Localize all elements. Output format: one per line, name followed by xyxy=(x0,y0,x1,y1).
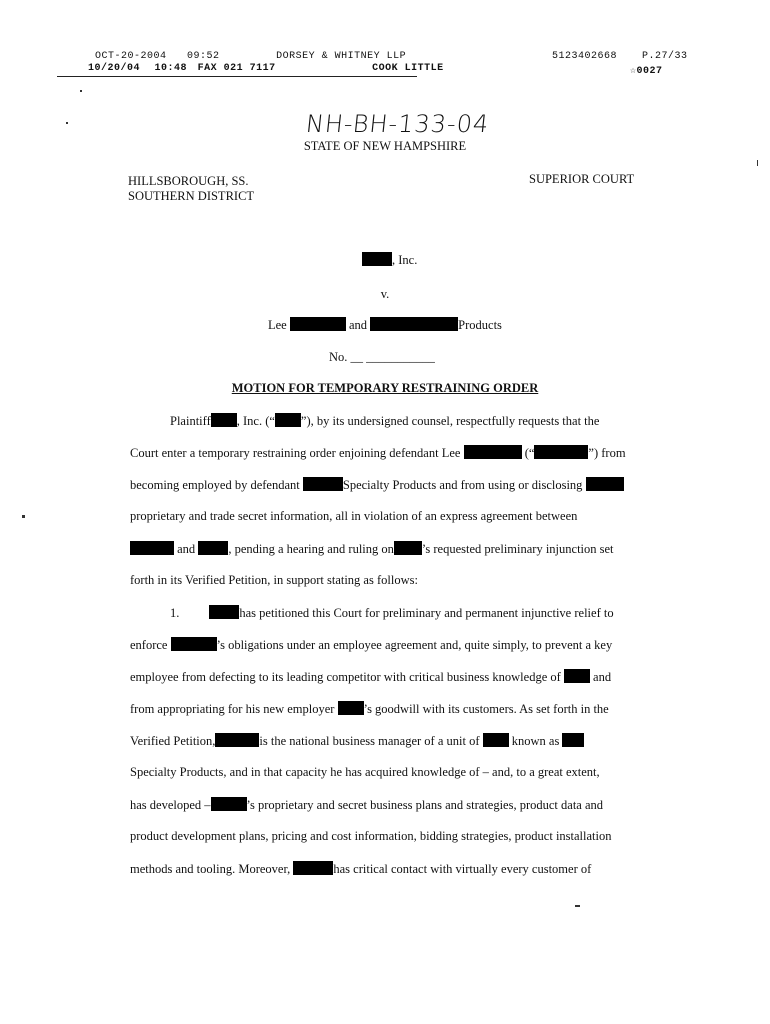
redaction xyxy=(370,317,458,331)
body-line: Plaintiff , Inc. (“ ”), by its undersigned counsel, respectfully requests that the xyxy=(170,414,600,428)
redaction xyxy=(362,252,392,266)
fax-number: FAX 021 7117 xyxy=(197,63,276,74)
redaction xyxy=(483,733,509,747)
body-line: 1. has petitioned this Court for preliminary and permanent injunctive relief to xyxy=(170,606,614,620)
fax-date-2: 10/20/04 xyxy=(88,63,141,74)
fax-page: P.27/33 xyxy=(642,51,688,62)
redaction xyxy=(394,541,422,555)
fax-page-2: ☆0027 xyxy=(630,66,663,77)
scan-speck xyxy=(22,515,25,518)
fax-rule xyxy=(57,76,417,77)
redaction xyxy=(198,541,228,555)
body-line: has developed – ’s proprietary and secret business plans and strategies, product data and xyxy=(130,798,604,812)
body-line: Court enter a temporary restraining order enjoining defendant Lee (“ ”) from xyxy=(130,446,626,460)
fax-header-line1 xyxy=(95,51,406,62)
body-line: proprietary and trade secret information, all in violation of an express agreement between xyxy=(130,509,578,523)
redaction xyxy=(275,413,301,427)
defendant-caption: Lee and Products xyxy=(268,318,502,332)
redaction xyxy=(130,541,174,555)
redaction xyxy=(562,733,584,747)
redaction xyxy=(215,733,259,747)
fax-sender: DORSEY & WHITNEY LLP xyxy=(276,51,407,62)
scan-speck xyxy=(575,905,580,907)
redaction xyxy=(564,669,590,683)
redaction xyxy=(293,861,333,875)
court-name: SUPERIOR COURT xyxy=(529,172,635,186)
fax-sender-2: COOK LITTLE xyxy=(372,63,444,74)
body-line: Specialty Products, and in that capacity he has acquired knowledge of – and, to a great extent, xyxy=(130,765,600,779)
body-line: Verified Petition, is the national business manager of a unit of known as xyxy=(130,733,645,749)
body-line: forth in its Verified Petition, in support stating as follows: xyxy=(130,573,418,587)
body-line: methods and tooling. Moreover, has critical contact with virtually every customer of xyxy=(130,862,592,876)
body-line: employee from defecting to its leading competitor with critical business knowledge of and xyxy=(130,670,612,684)
redaction xyxy=(586,477,624,491)
motion-title: MOTION FOR TEMPORARY RESTRAINING ORDER xyxy=(231,381,539,395)
redaction xyxy=(171,637,217,651)
redaction xyxy=(211,797,247,811)
redaction xyxy=(211,413,237,427)
redaction xyxy=(290,317,346,331)
fax-time-2: 10:48 xyxy=(154,63,188,74)
redaction xyxy=(303,477,343,491)
case-no: No. __ ___________ xyxy=(329,350,435,364)
redaction xyxy=(464,445,522,459)
state-heading: STATE OF NEW HAMPSHIRE xyxy=(303,139,467,153)
fax-header-line2 xyxy=(88,63,444,74)
fax-date: OCT-20-2004 xyxy=(95,51,167,62)
scan-speck xyxy=(66,122,68,124)
redaction xyxy=(534,445,588,459)
versus: v. xyxy=(380,287,390,301)
handwritten-case-number: NH-BH-133-04 xyxy=(304,110,491,138)
body-line: becoming employed by defendant Specialty Products and from using or disclosing xyxy=(130,477,645,493)
county: HILLSBOROUGH, SS. xyxy=(128,174,249,188)
fax-phone: 5123402668 xyxy=(552,51,618,62)
redaction xyxy=(338,701,364,715)
plaintiff-caption: , Inc. xyxy=(362,252,417,268)
body-line: product development plans, pricing and cost information, bidding strategies, product installation xyxy=(130,829,612,843)
body-line: enforce ’s obligations under an employee agreement and, quite simply, to prevent a key xyxy=(130,638,613,652)
fax-time: 09:52 xyxy=(187,51,220,62)
scan-speck xyxy=(757,160,758,166)
redaction xyxy=(209,605,239,619)
district: SOUTHERN DISTRICT xyxy=(128,189,255,203)
body-line: and , pending a hearing and ruling on ’s requested preliminary injunction set xyxy=(130,541,645,557)
scan-speck xyxy=(80,90,82,92)
body-line: from appropriating for his new employer ’s goodwill with its customers. As set forth in the xyxy=(130,702,609,716)
